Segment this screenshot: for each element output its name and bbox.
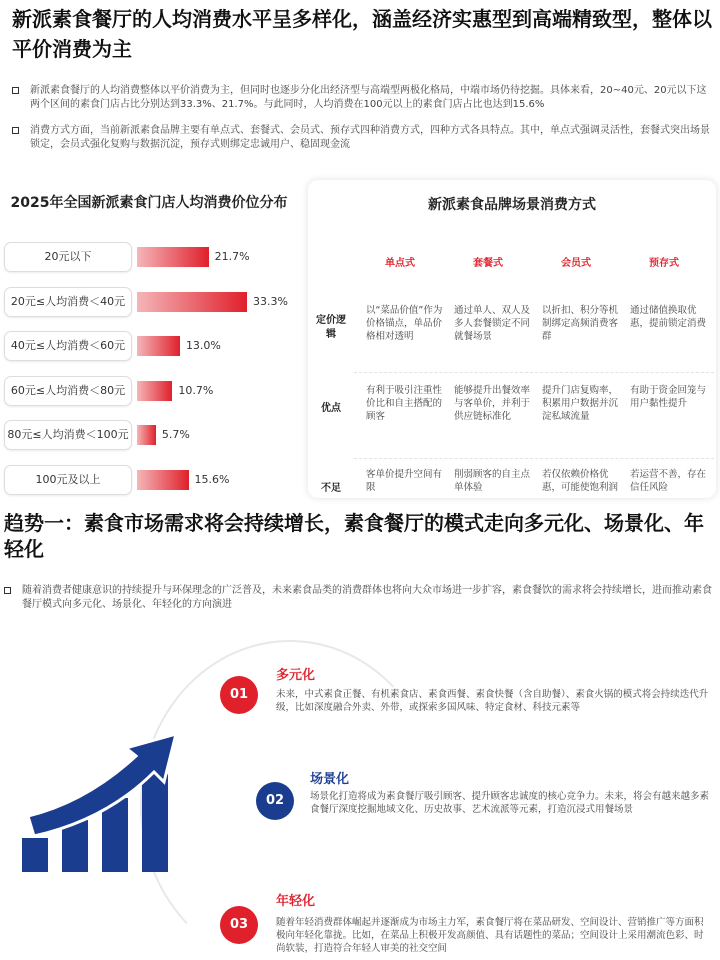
bar <box>137 292 247 312</box>
table-cell: 客单价提升空间有限 <box>366 469 443 493</box>
section-bullet <box>4 584 714 612</box>
bar <box>137 336 180 356</box>
trend-body: 未来，中式素食正餐、有机素食店、素食西餐、素食快餐（含自助餐）、素食火锅的模式将会持续迭代升级，比如深度融合外卖、外带，或探索多国风味、特定食材、科技元素等 <box>276 689 709 713</box>
table-cell: 以折扣、积分等机制绑定高频消费客群 <box>542 305 619 342</box>
trend-title: 年轻化 <box>276 894 316 909</box>
bullet-square-icon <box>4 587 11 594</box>
row-header: 定价逻辑 <box>316 315 346 340</box>
growth-bar-4 <box>142 774 168 872</box>
growth-bar-1 <box>22 838 48 872</box>
category-label: 80元≤人均消费＜100元 <box>4 420 132 450</box>
bullet-square-icon <box>12 127 19 134</box>
chart-row <box>4 376 304 408</box>
trend-number-circle: 03 <box>220 906 258 944</box>
table-cell: 以“菜品价值”作为价格锚点，单品价格相对透明 <box>366 305 443 342</box>
bullet-square-icon <box>12 87 19 94</box>
bullet-item <box>12 124 712 152</box>
value-label: 21.7% <box>214 250 250 263</box>
table-cell: 若仅依赖价格优惠，可能使饱利润 <box>542 469 619 493</box>
section-title: 趋势一：素食市场需求将会持续增长，素食餐厅的模式走向多元化、场景化、年轻化 <box>4 511 704 561</box>
bullet-text: 新派素食餐厅的人均消费整体以平价消费为主，但同时也逐步分化出经济型与高端型两极化格局，中端市场仍待挖掘。具体来看，20~40元、20元以下这两个区间的素食门店占比分别达到33.3%、21.7%。与此同时，人均消费在100元以上的素食门店占比也达到15.6% <box>30 85 707 110</box>
bullet-item <box>12 84 712 112</box>
trend-number-circle: 01 <box>220 676 258 714</box>
value-label: 5.7% <box>161 428 190 441</box>
category-label: 40元≤人均消费＜60元 <box>4 331 132 361</box>
bar <box>137 470 189 490</box>
bullet-text: 随着消费者健康意识的持续提升与环保理念的广泛普及，未来素食品类的消费群体也将向大众市场进一步扩容，素食餐饮的需求将会持续增长，进而推动素食餐厅模式向多元化、场景化、年轻化的方向演进 <box>22 585 712 610</box>
chart-row <box>4 420 304 452</box>
table-cell: 通过储值换取优惠，提前锁定消费 <box>630 305 707 329</box>
value-label: 10.7% <box>178 383 214 397</box>
row-header: 不足 <box>321 483 341 494</box>
trend-body: 场景化打造将成为素食餐厅吸引顾客、提升顾客忠诚度的核心竞争力。未来，将会有越来越多素食餐厅深度挖掘地域文化、历史故事、艺术流派等元素，打造沉浸式用餐场景 <box>310 791 710 815</box>
growth-chart-icon <box>16 720 206 880</box>
table-cell: 若运营不善，存在信任风险 <box>630 469 707 493</box>
table-cell: 通过单人、双人及多人套餐锁定不同就餐场景 <box>454 305 531 342</box>
row-header: 优点 <box>321 403 341 414</box>
column-header: 单点式 <box>385 258 415 269</box>
bar <box>137 247 209 267</box>
intro-bullets <box>12 84 712 164</box>
category-label: 60元≤人均消费＜80元 <box>4 376 132 406</box>
row-divider <box>354 458 714 459</box>
value-label: 15.6% <box>194 472 230 486</box>
table-cell: 能够提升出餐效率与客单价，并利于供应链标准化 <box>454 385 531 422</box>
column-header: 套餐式 <box>473 258 503 269</box>
table-cell: 提升门店复购率，积累用户数据并沉淀私域流量 <box>542 385 619 422</box>
trend-title: 多元化 <box>276 668 316 683</box>
trend-body: 随着年轻消费群体崛起并逐渐成为市场主力军，素食餐厅将在菜品研发、空间设计、营销推广等方面积极向年轻化靠拢。比如，在菜品上积极开发高颜值、具有话题性的菜品；空间设计上采用潮流色彩、时尚软装，打造符合年轻人审美的社交空间 <box>276 917 704 954</box>
trend-title: 场景化 <box>310 772 350 787</box>
value-label: 33.3% <box>253 294 288 308</box>
table-cell: 削弱顾客的自主点单体验 <box>454 469 531 493</box>
panel-title: 新派素食品牌场景消费方式 <box>428 197 596 213</box>
trend-number-circle: 02 <box>256 782 294 820</box>
bullet-text: 消费方式方面，当前新派素食品牌主要有单点式、套餐式、会员式、预存式四种消费方式，四种方式各具特点。其中，单点式强调灵活性，套餐式突出场景锁定，会员式强化复购与数据沉淀，预存式则绑定忠诚用户、稳固现金流 <box>30 125 710 150</box>
row-divider <box>354 372 714 373</box>
column-header: 预存式 <box>649 258 679 269</box>
category-label: 20元≤人均消费＜40元 <box>4 287 132 317</box>
chart-row <box>4 287 304 319</box>
table-cell: 有助于资金回笼与用户黏性提升 <box>630 385 707 409</box>
column-header: 会员式 <box>561 258 591 269</box>
bar <box>137 381 172 401</box>
category-label: 20元以下 <box>4 242 132 272</box>
chart-row <box>4 465 304 497</box>
category-label: 100元及以上 <box>4 465 132 495</box>
bar <box>137 425 156 445</box>
consumption-mode-panel <box>308 180 716 498</box>
chart-title: 2025年全国新派素食门店人均消费价位分布 <box>10 195 288 211</box>
chart-row <box>4 331 304 363</box>
chart-row <box>4 242 304 274</box>
page-title: 新派素食餐厅的人均消费水平呈多样化，涵盖经济实惠型到高端精致型，整体以平价消费为主 <box>12 7 712 61</box>
table-cell: 有利于吸引注重性价比和自主搭配的顾客 <box>366 385 443 422</box>
value-label: 13.0% <box>185 339 221 352</box>
